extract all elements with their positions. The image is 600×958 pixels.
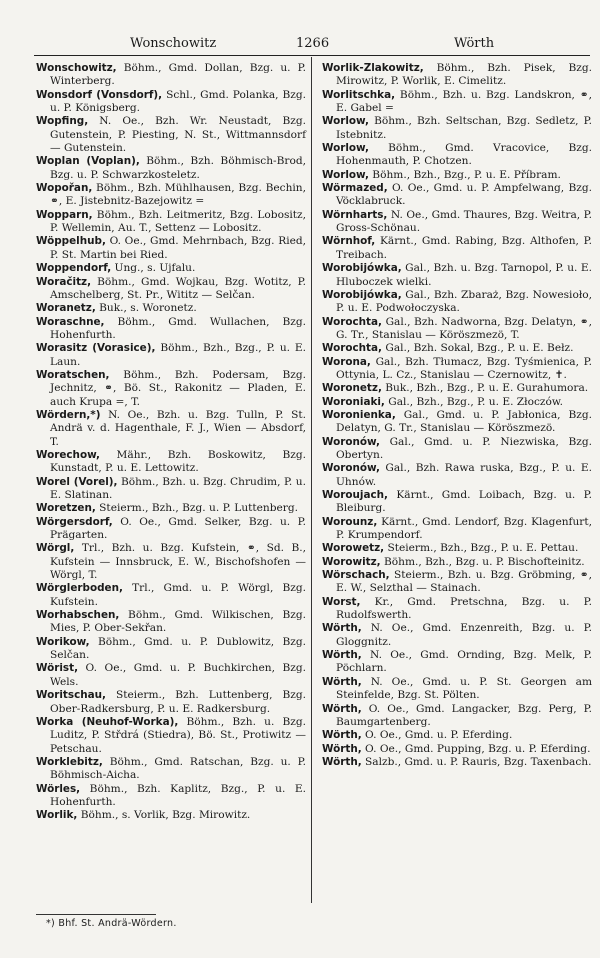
gazetteer-entry <box>36 115 306 155</box>
entry-details: Böhm., Bzh. u. Bzg. Chrudim, P. u. E. Slatinan. <box>50 475 306 501</box>
gazetteer-entry <box>36 542 306 582</box>
gazetteer-entry <box>36 62 306 89</box>
entry-details: O. Oe., Gmd. Pupping, Bzg. u. P. Eferding. <box>361 742 591 755</box>
entry-details: Böhm., s. Vorlik, Bzg. Mirowitz. <box>77 809 251 822</box>
entry-headword: Worobijówka, <box>322 288 402 301</box>
entry-details: Gal., Gmd. u. P. Jabłonica, Bzg. Delatyn, G. Tr., Stanislau — Köröszmezö. <box>336 408 592 435</box>
entry-details: Böhm., Gmd. Vracovice, Bzg. Hohenmauth, P. Chotzen. <box>336 142 592 168</box>
gazetteer-entry <box>322 182 592 209</box>
gazetteer-entry <box>36 502 306 515</box>
gazetteer-entry <box>322 115 592 142</box>
entry-details: Böhm., Gmd. Dollan, Bzg. u. P. Winterberg. <box>50 62 306 88</box>
entry-headword: Wörnhof, <box>322 235 376 248</box>
entry-headword: Worlow, <box>322 168 369 181</box>
entry-headword: Worlow, <box>322 142 369 155</box>
entry-details: Böhm., Bzh. u. Bzg. Landskron, ⚭, E. Gabel = <box>336 88 592 115</box>
entry-details: O. Oe., Gmd. u. P. Buchkirchen, Bzg. Wels. <box>50 662 306 688</box>
entry-details: O. Oe., Gmd. u. P. Ampfelwang, Bzg. Vöcklabruck. <box>336 182 592 208</box>
entry-details: Kärnt., Gmd. Loibach, Bzg. u. P. Bleiburg. <box>336 489 592 515</box>
gazetteer-entry <box>322 462 592 489</box>
entry-details: N. Oe., Bzh. u. Bzg. Tulln, P. St. Andrä v. d. Hagenthale, F. J., Wien — Absdorf, T. <box>50 408 306 448</box>
entry-details: Ung., s. Ujfalu. <box>111 262 196 275</box>
entry-headword: Worlik, <box>36 809 78 822</box>
right-column <box>322 62 592 769</box>
gazetteer-entry <box>36 716 306 756</box>
entry-headword: Wonschowitz, <box>36 62 117 74</box>
entry-details: Böhm., Bzh. Mühlhausen, Bzg. Bechin, ⚭, E. Jistebnitz-Bazejowitz = <box>50 182 306 208</box>
gazetteer-entry <box>322 289 592 316</box>
entry-details: O. Oe., Gmd. Selker, Bzg. u. P. Prägarten. <box>50 515 306 542</box>
entry-headword: Worlow, <box>322 115 369 128</box>
entry-headword: Wörth, <box>322 622 362 635</box>
entry-details: Böhm., Bzh. u. Bzg. Luditz, P. Střdrá (Stiedra), Bö. St., Protiwitz — Petschau. <box>50 715 306 755</box>
gazetteer-entry <box>36 369 306 409</box>
entry-details: Böhm., Bzh., Bzg. u. P. Bischofteinitz. <box>380 555 585 568</box>
entry-headword: Wörth, <box>322 729 362 742</box>
entry-headword: Wörth, <box>322 649 362 662</box>
gazetteer-entry <box>322 556 592 569</box>
gazetteer-entry <box>322 235 592 262</box>
entry-details: Böhm., Bzh. Seltschan, Bzg. Sedletz, P. Istebnitz. <box>336 115 592 141</box>
gazetteer-entry <box>322 516 592 543</box>
gazetteer-entry <box>36 316 306 343</box>
gazetteer-entry <box>322 89 592 116</box>
entry-headword: Woračitz, <box>36 275 92 288</box>
entry-details: Kärnt., Gmd. Rabing, Bzg. Althofen, P. Treibach. <box>336 235 592 261</box>
page-number: 1266 <box>296 36 330 51</box>
entry-headword: Woranetz, <box>36 302 96 315</box>
entry-headword: Woretzen, <box>36 502 96 515</box>
header-left-keyword: Wonschowitz <box>130 36 217 51</box>
entry-details: Gal., Bzh. Sokal, Bzg., P. u. E. Bełz. <box>381 342 574 355</box>
entry-details: Buk., s. Woronetz. <box>95 302 197 315</box>
gazetteer-entry <box>322 676 592 703</box>
footnote-rule <box>36 914 156 915</box>
entry-headword: Worochta, <box>322 315 382 328</box>
gazetteer-entry <box>36 582 306 609</box>
entry-headword: Wöppelhub, <box>36 235 106 248</box>
entry-details: Böhm., Bzh., Bzg., P. u. E. Laun. <box>50 342 306 368</box>
entry-headword: Worel (Vorel), <box>36 475 118 488</box>
page-header <box>0 32 600 52</box>
gazetteer-entry <box>322 382 592 395</box>
entry-headword: Worlitschka, <box>322 88 396 101</box>
entry-details: Kr., Gmd. Pretschna, Bzg. u. P. Rudolfswerth. <box>336 595 592 622</box>
entry-headword: Woroujach, <box>322 489 388 501</box>
entry-headword: Wörgl, <box>36 542 75 555</box>
entry-headword: Wörist, <box>36 662 79 675</box>
entry-headword: Worasitz (Vorasice), <box>36 342 156 355</box>
entry-details: Böhm., Gmd. Wullachen, Bzg. Hohenfurth. <box>50 315 306 341</box>
entry-details: Steierm., Bzh. Luttenberg, Bzg. Ober-Radkersburg, P. u. E. Radkersburg. <box>50 689 306 715</box>
gazetteer-entry <box>322 436 592 463</box>
gazetteer-entry <box>36 609 306 636</box>
header-rule <box>34 55 590 56</box>
gazetteer-entry <box>322 396 592 409</box>
gazetteer-entry <box>322 409 592 436</box>
gazetteer-entry <box>36 235 306 262</box>
entry-details: Böhm., Gmd. u. P. Dublowitz, Bzg. Selčan. <box>50 635 306 662</box>
entry-details: Böhm., Bzh. Böhmisch-Brod, Bzg. u. P. Schwarzkosteletz. <box>50 155 306 181</box>
entry-details: Steierm., Bzh. u. Bzg. Gröbming, ⚭, E. W., Selzthal — Stainach. <box>336 569 592 595</box>
entry-headword: Wörth, <box>322 742 362 755</box>
header-right-keyword: Wörth <box>454 36 495 51</box>
entry-headword: Woroniaki, <box>322 395 385 408</box>
gazetteer-entry <box>322 649 592 676</box>
gazetteer-entry <box>322 169 592 182</box>
entry-headword: Wörles, <box>36 782 81 795</box>
gazetteer-entry <box>322 342 592 355</box>
gazetteer-entry <box>36 182 306 209</box>
entry-headword: Wopořan, <box>36 182 93 195</box>
entry-headword: Worlik-Zlakowitz, <box>322 62 424 74</box>
entry-details: Trl., Gmd. u. P. Wörgl, Bzg. Kufstein. <box>50 582 306 608</box>
gazetteer-entry <box>36 276 306 303</box>
entry-details: Böhm., Gmd. Wojkau, Bzg. Wotitz, P. Amschelberg, St. Pr., Wititz — Selčan. <box>50 275 306 301</box>
entry-headword: Worst, <box>322 595 361 608</box>
gazetteer-entry <box>322 596 592 623</box>
entry-details: Trl., Bzh. u. Bzg. Kufstein, ⚭, Sd. B., Kufstein — Innsbruck, E. W., Bischofshofen — Wörgl, T. <box>50 542 306 582</box>
entry-details: Gal., Bzh. Zbaraż, Bzg. Nowesioło, P. u. E. Podwołoczyska. <box>336 288 592 315</box>
gazetteer-entry <box>322 142 592 169</box>
gazetteer-entry <box>36 262 306 275</box>
entry-headword: Worowetz, <box>322 542 385 555</box>
gazetteer-entry <box>322 62 592 89</box>
left-column <box>36 62 306 823</box>
entry-headword: Worobijówka, <box>322 262 402 275</box>
entry-headword: Wörglerboden, <box>36 582 123 595</box>
gazetteer-entry <box>322 703 592 730</box>
entry-details: Steierm., Bzh., Bzg. u. P. Luttenberg. <box>95 502 299 515</box>
entry-details: Böhm., Bzh. Leitmeritz, Bzg. Lobositz, P. Wellemin, Au. T., Settenz — Lobositz. <box>50 208 306 235</box>
entry-details: N. Oe., Gmd. Thaures, Bzg. Weitra, P. Gross-Schönau. <box>336 208 592 235</box>
entry-headword: Worikow, <box>36 635 90 648</box>
entry-headword: Woppendorf, <box>36 262 112 275</box>
gazetteer-entry <box>36 809 306 822</box>
entry-headword: Woronienka, <box>322 408 396 421</box>
entry-details: Böhm., Bzh. Podersam, Bzg. Jechnitz, ⚭, Bö. St., Rakonitz — Pladen, E. auch Krupa =, T. <box>50 368 306 408</box>
entry-headword: Woronetz, <box>322 382 382 395</box>
entry-details: Mähr., Bzh. Boskowitz, Bzg. Kunstadt, P. u. E. Lettowitz. <box>50 448 306 475</box>
gazetteer-entry <box>322 489 592 516</box>
entry-details: Böhm., Gmd. Wilkischen, Bzg. Mies, P. Ober-Sekřan. <box>50 609 306 635</box>
entry-details: Steierm., Bzh., Bzg., P. u. E. Pettau. <box>384 542 579 555</box>
entry-headword: Woronów, <box>322 462 380 475</box>
gazetteer-entry <box>322 262 592 289</box>
entry-headword: Wörth, <box>322 755 362 768</box>
entry-details: Gal., Bzh. Rawa ruska, Bzg., P. u. E. Uhnów. <box>336 462 592 488</box>
gazetteer-entry <box>322 622 592 649</box>
entry-details: Böhm., Bzh. Kaplitz, Bzg., P. u. E. Hohenfurth. <box>50 782 306 808</box>
entry-details: O. Oe., Gmd. Langacker, Bzg. Perg, P. Baumgartenberg. <box>336 702 592 728</box>
gazetteer-entry <box>322 209 592 236</box>
entry-details: Gal., Bzh. Nadworna, Bzg. Delatyn, ⚭, G. Tr., Stanislau — Köröszmezö, T. <box>336 315 592 341</box>
entry-details: Gal., Bzh. Tłumacz, Bzg. Tyśmienica, P. Ottynia, L. Cz., Stanislau — Czernowitz, ✝. <box>336 355 592 381</box>
gazetteer-entry <box>322 743 592 756</box>
entry-details: Gal., Gmd. u. P. Niezwiska, Bzg. Obertyn. <box>336 435 592 461</box>
entry-details: O. Oe., Gmd. u. P. Eferding. <box>361 729 513 742</box>
entry-headword: Worhabschen, <box>36 609 120 622</box>
entry-headword: Worona, <box>322 355 371 368</box>
entry-details: N. Oe., Gmd. Enzenreith, Bzg. u. P. Gloggnitz. <box>336 622 592 648</box>
entry-details: N. Oe., Gmd. u. P. St. Georgen am Steinfelde, Bzg. St. Pölten. <box>336 675 592 702</box>
gazetteer-entry <box>36 636 306 663</box>
gazetteer-entry <box>322 542 592 555</box>
entry-details: Gal., Bzh., Bzg., P. u. E. Złoczów. <box>384 395 564 408</box>
entry-headword: Woratschen, <box>36 368 110 381</box>
gazetteer-entry <box>36 476 306 503</box>
entry-headword: Wonsdorf (Vonsdorf), <box>36 88 163 101</box>
entry-headword: Woplan (Voplan), <box>36 155 140 168</box>
entry-headword: Worochta, <box>322 342 382 355</box>
gazetteer-entry <box>322 356 592 383</box>
gazetteer-entry <box>36 449 306 476</box>
gazetteer-entry <box>36 209 306 236</box>
entry-details: O. Oe., Gmd. Mehrnbach, Bzg. Ried, P. St. Martin bei Ried. <box>50 235 306 261</box>
entry-details: N. Oe., Gmd. Ornding, Bzg. Melk, P. Pöchlarn. <box>336 649 592 675</box>
entry-headword: Worklebitz, <box>36 755 103 768</box>
gazetteer-entry <box>36 155 306 182</box>
gazetteer-entry <box>36 662 306 689</box>
entry-headword: Worowitz, <box>322 555 381 568</box>
entry-details: Salzb., Gmd. u. P. Rauris, Bzg. Taxenbach. <box>361 755 592 768</box>
gazetteer-entry <box>322 316 592 343</box>
entry-details: Kärnt., Gmd. Lendorf, Bzg. Klagenfurt, P. Krumpendorf. <box>336 515 592 542</box>
entry-headword: Worechow, <box>36 448 100 461</box>
entry-details: Böhm., Gmd. Ratschan, Bzg. u. P. Böhmisch-Aicha. <box>50 755 306 782</box>
gazetteer-entry <box>322 569 592 596</box>
entry-details: Buk., Bzh., Bzg., P. u. E. Gurahumora. <box>381 382 589 395</box>
entry-headword: Wopparn, <box>36 208 93 221</box>
entry-details: Böhm., Bzh., Bzg., P. u. E. Příbram. <box>368 168 561 181</box>
entry-headword: Woritschau, <box>36 689 106 702</box>
entry-headword: Wördern,*) <box>36 408 101 421</box>
entry-headword: Wörth, <box>322 675 362 688</box>
entry-headword: Wopfing, <box>36 115 89 128</box>
gazetteer-entry <box>36 302 306 315</box>
entry-headword: Wörnharts, <box>322 208 388 221</box>
gazetteer-entry <box>36 516 306 543</box>
entry-headword: Worounz, <box>322 515 378 528</box>
entry-headword: Worka (Neuhof-Worka), <box>36 715 179 728</box>
gazetteer-entry <box>36 89 306 116</box>
gazetteer-entry <box>322 756 592 769</box>
gazetteer-entry <box>36 409 306 449</box>
entry-details: Böhm., Bzh. Pisek, Bzg. Mirowitz, P. Worlik, E. Cimelitz. <box>336 62 592 88</box>
gazetteer-entry <box>36 783 306 810</box>
gazetteer-entry <box>36 342 306 369</box>
footnote: *) Bhf. St. Andrä-Wördern. <box>46 918 177 929</box>
entry-headword: Woraschne, <box>36 315 105 328</box>
entry-headword: Wörth, <box>322 702 362 715</box>
entry-details: Schl., Gmd. Polanka, Bzg. u. P. Königsberg. <box>50 88 306 115</box>
gazetteer-entry <box>36 689 306 716</box>
entry-headword: Wörmazed, <box>322 182 388 195</box>
entry-headword: Wörgersdorf, <box>36 515 113 528</box>
column-divider <box>311 57 312 903</box>
gazetteer-entry <box>322 729 592 742</box>
entry-details: N. Oe., Bzh. Wr. Neustadt, Bzg. Gutenstein, P. Piesting, N. St., Wittmannsdorf — Gutenstein. <box>50 115 306 155</box>
entry-headword: Wörschach, <box>322 569 390 582</box>
entry-headword: Woronów, <box>322 435 380 448</box>
gazetteer-entry <box>36 756 306 783</box>
entry-details: Gal., Bzh. u. Bzg. Tarnopol, P. u. E. Hluboczek wielki. <box>336 262 592 288</box>
